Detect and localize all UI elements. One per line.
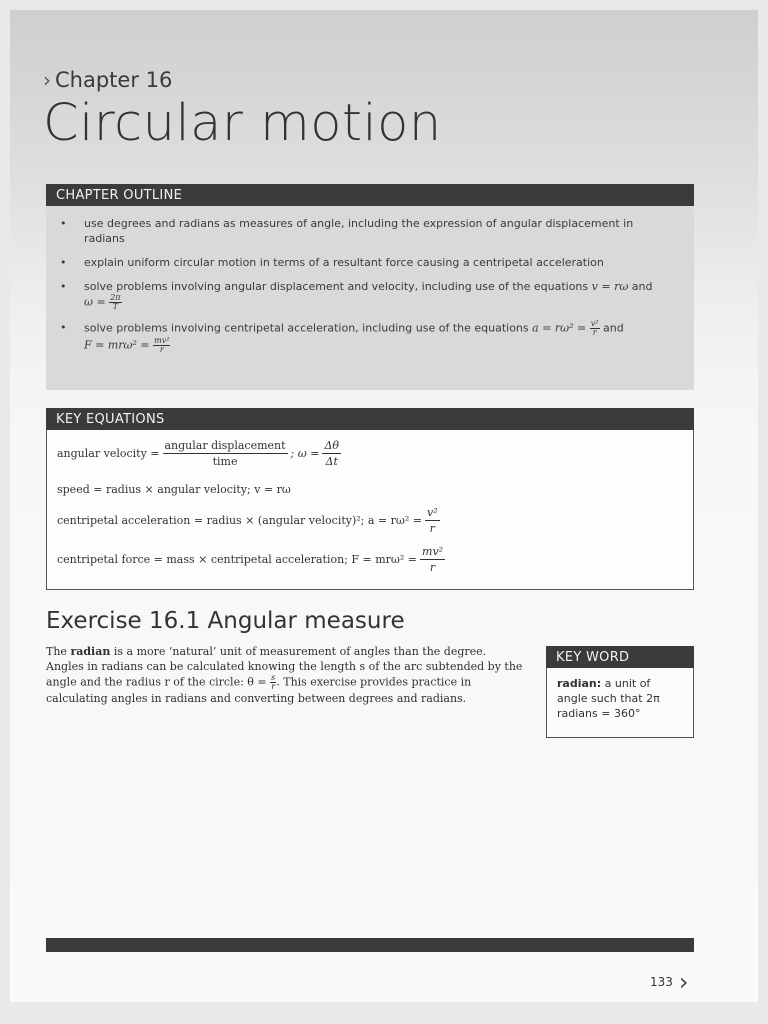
key-word-box — [546, 646, 694, 738]
key-equations-box — [46, 408, 694, 590]
key-equations-heading: KEY EQUATIONS — [46, 408, 694, 430]
chapter-label — [43, 68, 172, 92]
equation-centripetal-force: centripetal force = mass × centripetal acceleration; F = mrω² = $\frac{\text{mv²}}{r}$ — [57, 545, 444, 574]
equation-centripetal-acceleration: centripetal acceleration = radius × (angular velocity)²; a = rω² = $\frac{\text{v²}}{r}$ — [57, 506, 438, 535]
key-word-definition: radian: a unit of angle such that 2π radians = 360° — [557, 677, 660, 720]
chapter-outline-box — [46, 184, 694, 390]
key-word-heading: KEY WORD — [546, 646, 694, 668]
chapter-number: Chapter 16 — [55, 68, 173, 92]
list-item: • solve problems involving centripetal acceleration, including use of the equations a = rω² = $\frac{\text{v²}}{r}$ and F = mrω² = $\frac{\text{mv²}}{r}$ — [60, 319, 624, 354]
page-title: Circular motion — [43, 94, 442, 153]
exercise-title: Exercise 16.1 Angular measure — [46, 608, 405, 634]
chevron-right-icon: › — [43, 68, 51, 92]
exercise-paragraph: The radian is a more ‘natural’ unit of measurement of angles than the degree. Angles in radians can be calculated knowing the length s of the arc subtended by the angle and the radius r of the circle: θ = $\frac{s}{r}$ . This exercise provides practice in calculating angles in radians and converting between degrees and radians. — [46, 645, 523, 705]
outline-list — [46, 206, 694, 354]
list-item: • explain uniform circular motion in terms of a resultant force causing a centripetal acceleration — [60, 256, 604, 269]
page-number: 133 › — [650, 968, 689, 996]
footer-bar — [46, 938, 694, 952]
list-item: • solve problems involving angular displacement and velocity, including use of the equations v = rω and ω = $\frac{2\pi}{T}$ — [60, 280, 653, 311]
chapter-outline-heading: CHAPTER OUTLINE — [46, 184, 694, 206]
radian-term: radian — [70, 645, 111, 658]
list-item: • use degrees and radians as measures of angle, including the expression of angular displacement in radians — [60, 217, 634, 245]
equation-speed: speed = radius × angular velocity; v = rω — [57, 483, 291, 496]
equation-angular-velocity: angular velocity = angular displacement time ; ω = $\frac{\Delta\theta}{\Delta t}$ — [57, 439, 340, 468]
textbook-page — [10, 10, 758, 1002]
chevron-right-icon: › — [678, 968, 689, 996]
